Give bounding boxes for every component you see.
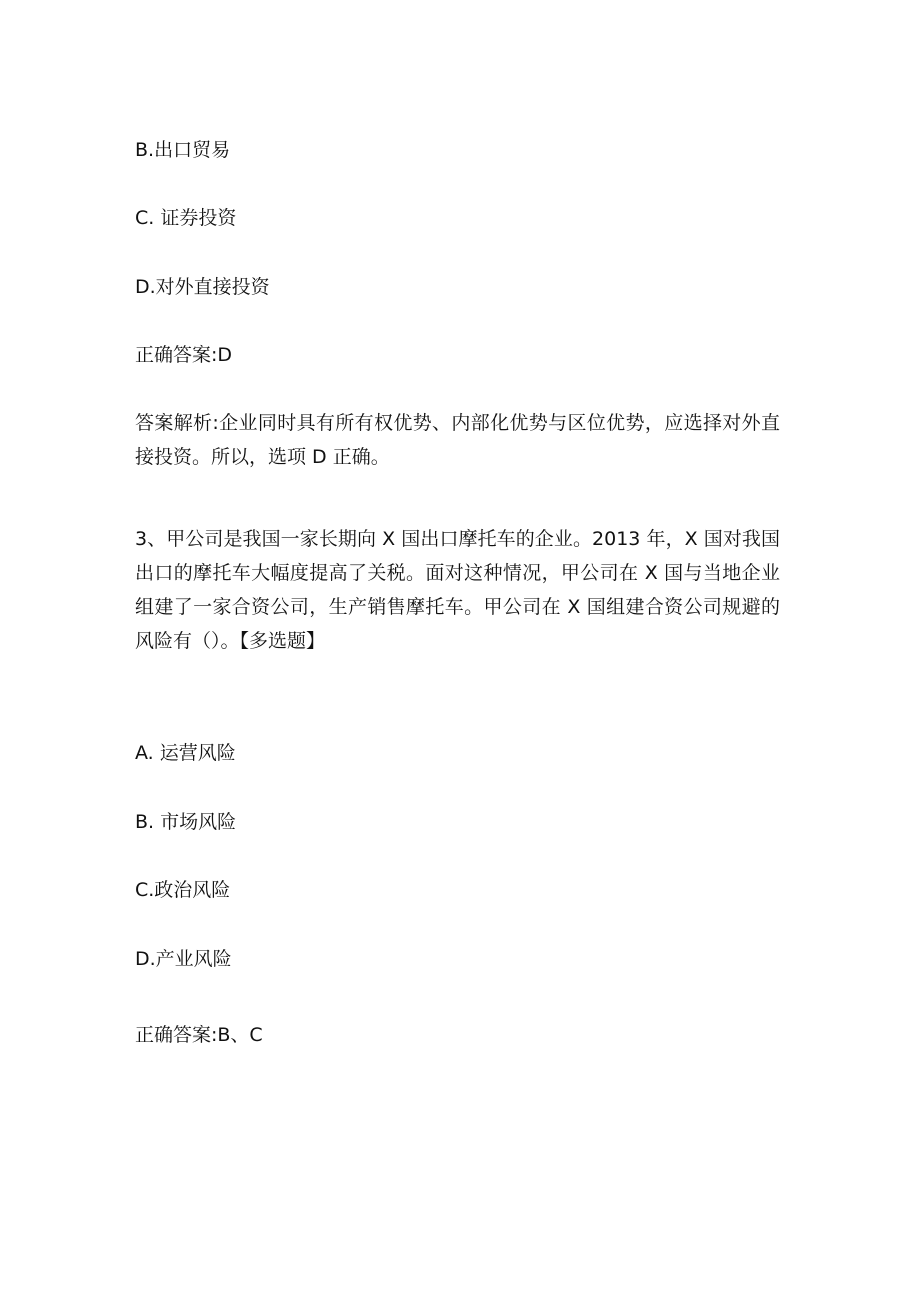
q3-option-d: D.产业风险 [135,948,232,970]
q3-option-a: A. 运营风险 [135,742,236,764]
q3-option-b: B. 市场风险 [135,811,237,833]
q2-option-d: D.对外直接投资 [135,276,270,298]
q2-answer-explanation: 答案解析:企业同时具有所有权优势、内部化优势与区位优势，应选择对外直接投资。所以，选项 D 正确。 [135,412,780,468]
q3-correct-answer: 正确答案:B、C [135,1024,263,1046]
q3-option-c: C.政治风险 [135,879,231,901]
q2-option-b: B.出口贸易 [135,139,231,161]
q2-correct-answer: 正确答案:D [135,344,233,366]
q2-option-c: C. 证券投资 [135,207,237,229]
q3-question-stem: 3、甲公司是我国一家长期向 X 国出口摩托车的企业。2013 年，X 国对我国出口的摩托车大幅度提高了关税。面对这种情况，甲公司在 X 国与当地企业组建了一家合资公司，生产销售摩托车。甲公司在 X 国组建合资公司规避的风险有（）。【多选题】 [135,528,780,652]
